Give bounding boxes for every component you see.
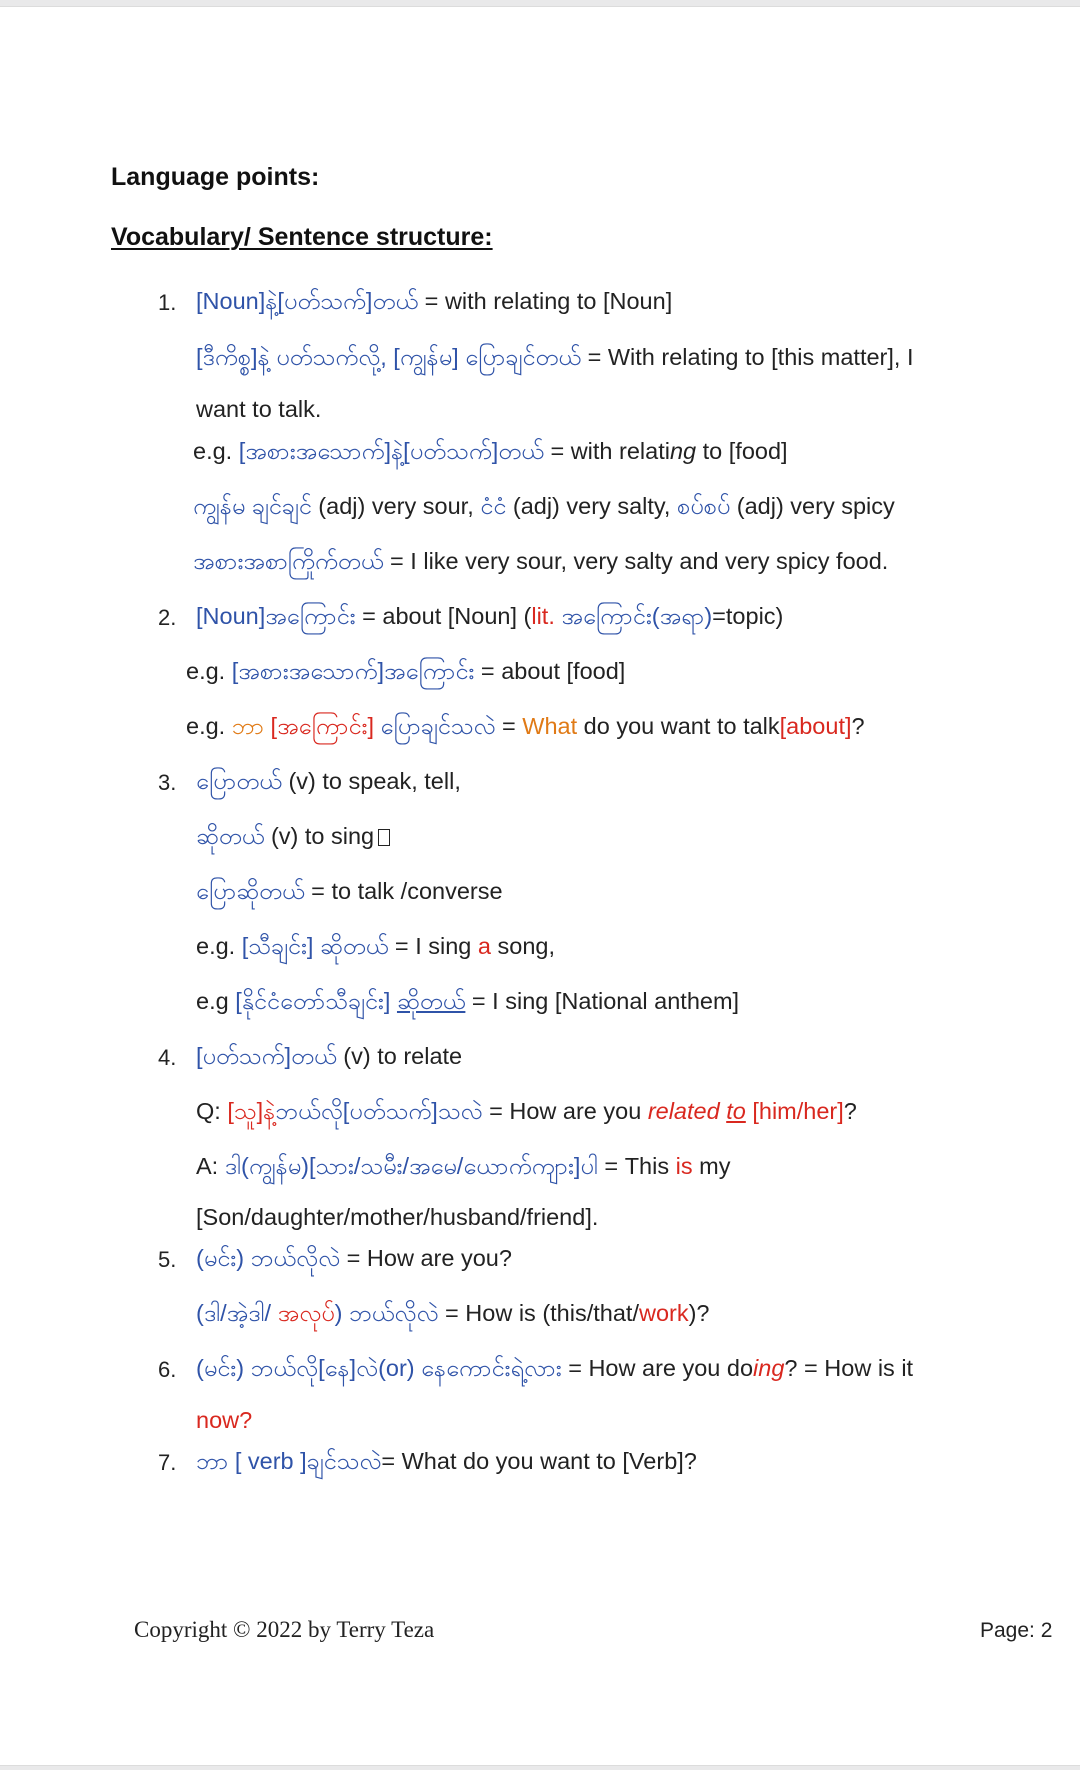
page-number: Page: 2 — [980, 1619, 1053, 1642]
section-title: Language points: — [111, 163, 320, 191]
item-4-number: 4. — [158, 1045, 177, 1070]
item-2-number: 2. — [158, 605, 177, 630]
item-5-line-1: (မင်း) ဘယ်လိုလဲ = How are you? — [196, 1245, 512, 1271]
item-1-line-1: [Noun]နဲ့[ပတ်သက်]တယ် = with relating to [Noun] — [196, 288, 673, 314]
item-2-line-1: [Noun]အကြောင်း = about [Noun] (lit. အကြောင်း(အရာ)=topic) — [196, 603, 784, 629]
item-3-line-1: ပြောတယ် (v) to speak, tell, — [196, 768, 461, 794]
item-1-sentence: အစားအစာကြိုက်တယ် = I like very sour, very salty and very spicy food. — [193, 548, 889, 574]
placeholder-box-icon — [378, 829, 390, 846]
section-subtitle: Vocabulary/ Sentence structure: — [111, 223, 493, 251]
item-1-line-2: [ဒီကိစ္စ]နဲ့ ပတ်သက်လို့, [ကျွန်မ] ပြောချင်တယ် = With relating to [this matter], I — [196, 344, 914, 370]
item-4-question: Q: [သူ]နဲ့ဘယ်လို[ပတ်သက်]သလဲ = How are you related to [him/her]? — [196, 1098, 857, 1124]
item-6-line-2: now? — [196, 1407, 253, 1433]
item-6-line-1: (မင်း) ဘယ်လို[နေ]လဲ(or) နေကောင်းရဲ့လား = How are you doing? = How is it — [196, 1355, 914, 1381]
item-2-example-1: e.g. [အစားအသောက်]အကြောင်း = about [food] — [186, 658, 626, 684]
item-1-number: 1. — [158, 290, 177, 315]
item-7-line-1: ဘာ [ verb ]ချင်သလဲ= What do you want to [Verb]? — [196, 1448, 697, 1474]
item-6-number: 6. — [158, 1357, 177, 1382]
item-4-answer: A: ဒါ(ကျွန်မ)[သား/သမီး/အမေ/ယောက်ကျား]ပါ = This is my — [196, 1153, 731, 1179]
copyright-footer: Copyright © 2022 by Terry Teza — [134, 1617, 435, 1642]
item-3-line-2: ဆိုတယ် (v) to sing — [196, 822, 390, 856]
item-3-number: 3. — [158, 770, 177, 795]
item-5-line-2: (ဒါ/အဲ့ဒါ/ အလုပ်) ဘယ်လိုလဲ = How is (this/that/work)? — [196, 1300, 710, 1326]
item-7-number: 7. — [158, 1450, 177, 1475]
item-3-line-3: ပြောဆိုတယ် = to talk /converse — [196, 878, 503, 904]
item-1-line-3: want to talk. — [196, 396, 322, 422]
item-1-vocab: ကျွန်မ ချင်ချင် (adj) very sour, ငံငံ (adj) very salty, စပ်စပ် (adj) very spicy — [193, 493, 895, 519]
item-4-answer-cont: [Son/daughter/mother/husband/friend]. — [196, 1204, 599, 1230]
item-4-line-1: [ပတ်သက်]တယ် (v) to relate — [196, 1043, 463, 1069]
document-page — [0, 6, 1080, 1766]
item-3-example-1: e.g. [သီချင်း] ဆိုတယ် = I sing a song, — [196, 933, 555, 959]
item-1-example: e.g. [အစားအသောက်]နဲ့[ပတ်သက်]တယ် = with relating to [food] — [193, 438, 788, 464]
item-5-number: 5. — [158, 1247, 177, 1272]
item-2-example-2: e.g. ဘာ [အကြောင်း] ပြောချင်သလဲ = What do you want to talk[about]? — [186, 713, 865, 739]
item-3-example-2: e.g [နိုင်ငံတော်သီချင်း] ဆိုတယ် = I sing [National anthem] — [196, 988, 740, 1014]
